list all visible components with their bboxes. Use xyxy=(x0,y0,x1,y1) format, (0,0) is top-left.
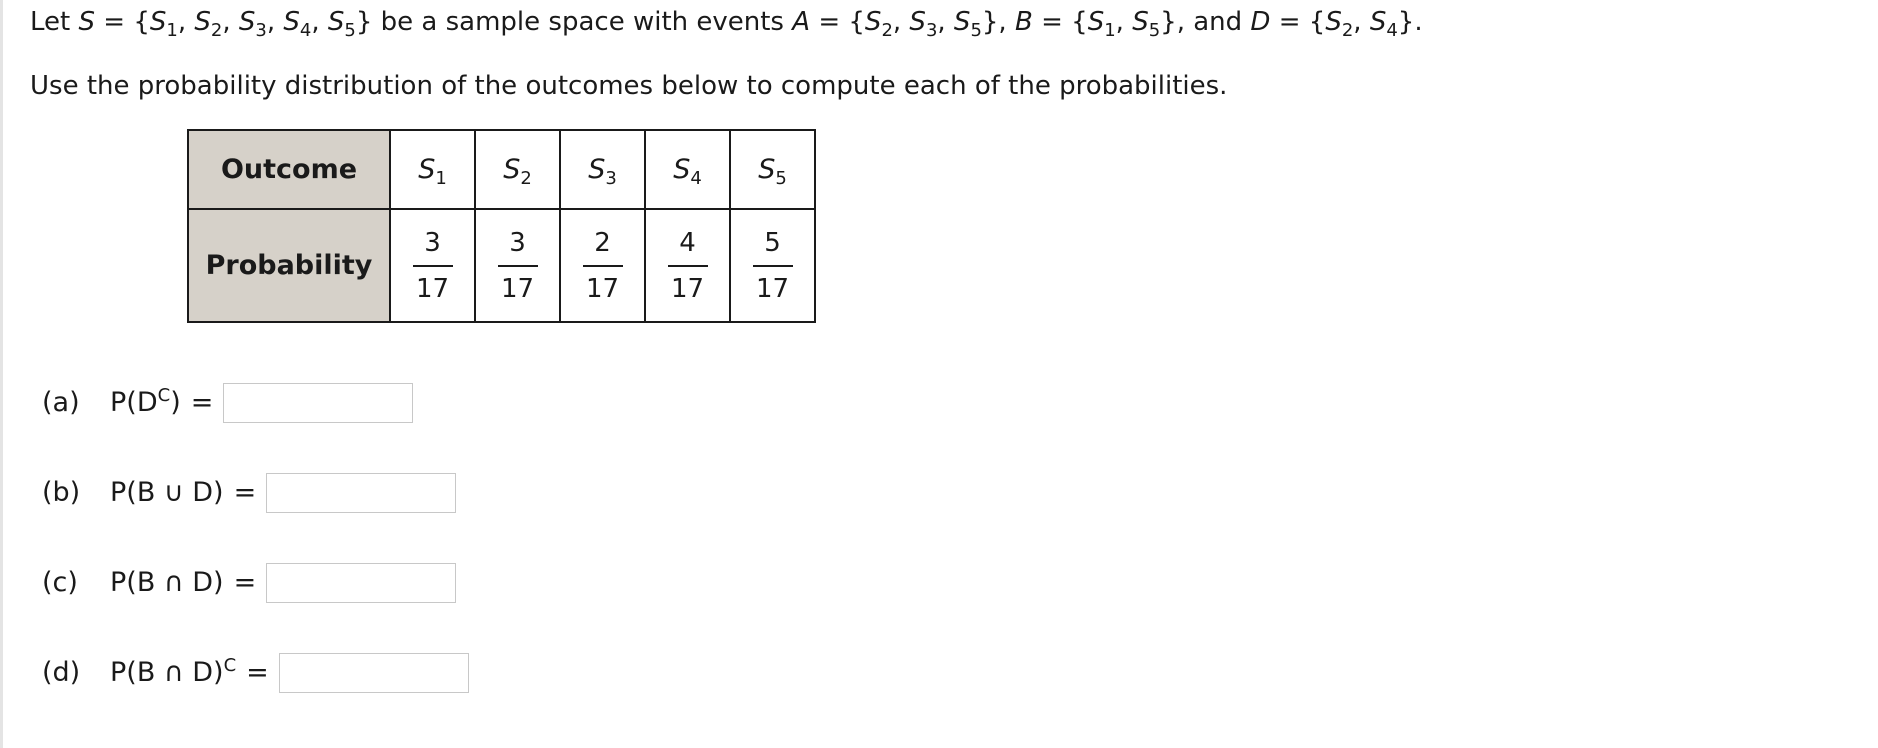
s-sym: S xyxy=(1087,7,1105,37)
probability-cell xyxy=(645,209,730,322)
s-index: 5 xyxy=(344,20,356,41)
fraction xyxy=(668,227,708,305)
fraction xyxy=(753,227,793,305)
question-expression xyxy=(110,651,236,695)
s-index: 5 xyxy=(970,20,982,41)
s-sym: S xyxy=(149,7,167,37)
outcome-index: 4 xyxy=(690,168,702,189)
eq-sign: = xyxy=(1041,7,1063,37)
question-label: (c) xyxy=(42,567,78,598)
s-sym: S xyxy=(1369,7,1387,37)
fraction xyxy=(413,227,453,305)
var-D: D xyxy=(1250,7,1271,37)
numerator: 4 xyxy=(679,227,696,258)
let-word: Let xyxy=(30,7,71,37)
s-index: 4 xyxy=(299,20,312,41)
numerator: 5 xyxy=(764,227,781,258)
var-A: A xyxy=(792,7,811,37)
outcome-symbol: S xyxy=(503,154,521,185)
s-sym: S xyxy=(194,7,211,37)
question-label: (d) xyxy=(42,657,81,688)
denominator: 17 xyxy=(755,273,790,304)
outcome-cell xyxy=(475,130,560,209)
question-d xyxy=(42,651,469,695)
probability-cell xyxy=(475,209,560,322)
eq-sign: = xyxy=(233,567,257,598)
question-expression xyxy=(110,381,181,425)
s-index: 2 xyxy=(1341,20,1354,41)
complement-mark: C xyxy=(223,655,237,676)
s-index: 5 xyxy=(1148,20,1161,41)
denominator: 17 xyxy=(415,273,450,304)
question-b xyxy=(42,471,456,515)
expr-text: P(B ∩ D) xyxy=(110,567,224,598)
fraction xyxy=(583,227,623,305)
fraction-bar xyxy=(498,265,538,267)
expr-tail: ) xyxy=(170,387,181,418)
s-sym: S xyxy=(283,7,300,37)
expr-text: P(D xyxy=(110,387,158,418)
question-a xyxy=(42,381,413,425)
s-index: 1 xyxy=(1104,20,1116,41)
outcome-cell xyxy=(730,130,815,209)
s-index: 2 xyxy=(881,20,893,41)
fraction xyxy=(498,227,538,305)
instruction-text: Use the probability distribution of the outcomes below to compute each of the probabilities. xyxy=(30,71,1228,101)
probability-row xyxy=(188,209,815,322)
probability-table xyxy=(187,129,816,323)
s-index: 3 xyxy=(925,20,938,41)
probability-header: Probability xyxy=(188,209,390,322)
s-sym: S xyxy=(909,7,926,37)
statement-text: be a sample space with events xyxy=(380,7,784,37)
outcome-symbol: S xyxy=(758,154,776,185)
outcome-index: 5 xyxy=(775,168,787,189)
s-index: 3 xyxy=(255,20,267,41)
eq-sign: = xyxy=(818,7,841,37)
fraction-bar xyxy=(668,265,708,267)
complement-mark: C xyxy=(157,385,171,406)
denominator: 17 xyxy=(500,273,535,304)
expr-text: P(B ∩ D) xyxy=(110,657,224,688)
outcome-symbol: S xyxy=(588,154,606,185)
answer-input-d[interactable] xyxy=(279,653,469,693)
answer-input-a[interactable] xyxy=(223,383,413,423)
outcome-index: 2 xyxy=(520,168,532,189)
question-label: (b) xyxy=(42,477,81,508)
fraction-bar xyxy=(583,265,623,267)
outcome-cell xyxy=(645,130,730,209)
probability-cell xyxy=(560,209,645,322)
denominator: 17 xyxy=(670,273,705,304)
answer-input-c[interactable] xyxy=(266,563,456,603)
numerator: 2 xyxy=(594,227,611,258)
answer-input-b[interactable] xyxy=(266,473,456,513)
outcome-row xyxy=(188,130,815,209)
and-word: , and xyxy=(1176,7,1243,37)
outcome-index: 1 xyxy=(435,168,447,189)
outcome-symbol: S xyxy=(673,154,691,185)
outcome-symbol: S xyxy=(418,154,436,185)
s-sym: S xyxy=(1132,7,1149,37)
question-label: (a) xyxy=(42,387,80,418)
s-index: 1 xyxy=(166,20,178,41)
left-border xyxy=(0,0,3,748)
var-B: B xyxy=(1014,7,1033,37)
question-c xyxy=(42,561,456,605)
probability-cell xyxy=(730,209,815,322)
var-S: S xyxy=(78,7,95,37)
eq-sign: = xyxy=(103,7,126,37)
question-expression xyxy=(110,561,224,605)
question-expression xyxy=(110,471,224,515)
eq-sign: = xyxy=(233,477,257,508)
s-sym: S xyxy=(327,7,345,37)
probability-cell xyxy=(390,209,475,322)
s-index: 4 xyxy=(1386,20,1398,41)
fraction-bar xyxy=(753,265,793,267)
outcome-cell xyxy=(560,130,645,209)
problem-statement: Let $S = \{S_1$, $S_2$, $S_3$, $S_4$, $S_5$} be a sample space with events $A = \{S_2$, $S_3$, $S_5$}, $B = \{S_1$, $S_5$}, and $D = \{S_2$, $S_4$}. xyxy=(30,7,1423,41)
fraction-bar xyxy=(413,265,453,267)
eq-sign: = xyxy=(1278,7,1301,37)
eq-sign: = xyxy=(246,657,269,688)
expr-text: P(B ∪ D) xyxy=(110,477,224,508)
s-sym: S xyxy=(864,7,882,37)
outcome-header: Outcome xyxy=(188,130,390,209)
outcome-index: 3 xyxy=(605,168,617,189)
denominator: 17 xyxy=(585,273,620,304)
s-sym: S xyxy=(238,7,256,37)
s-sym: S xyxy=(1325,7,1342,37)
numerator: 3 xyxy=(424,227,441,258)
outcome-cell xyxy=(390,130,475,209)
s-sym: S xyxy=(953,7,971,37)
eq-sign: = xyxy=(190,387,214,418)
numerator: 3 xyxy=(509,227,526,258)
s-index: 2 xyxy=(210,20,223,41)
